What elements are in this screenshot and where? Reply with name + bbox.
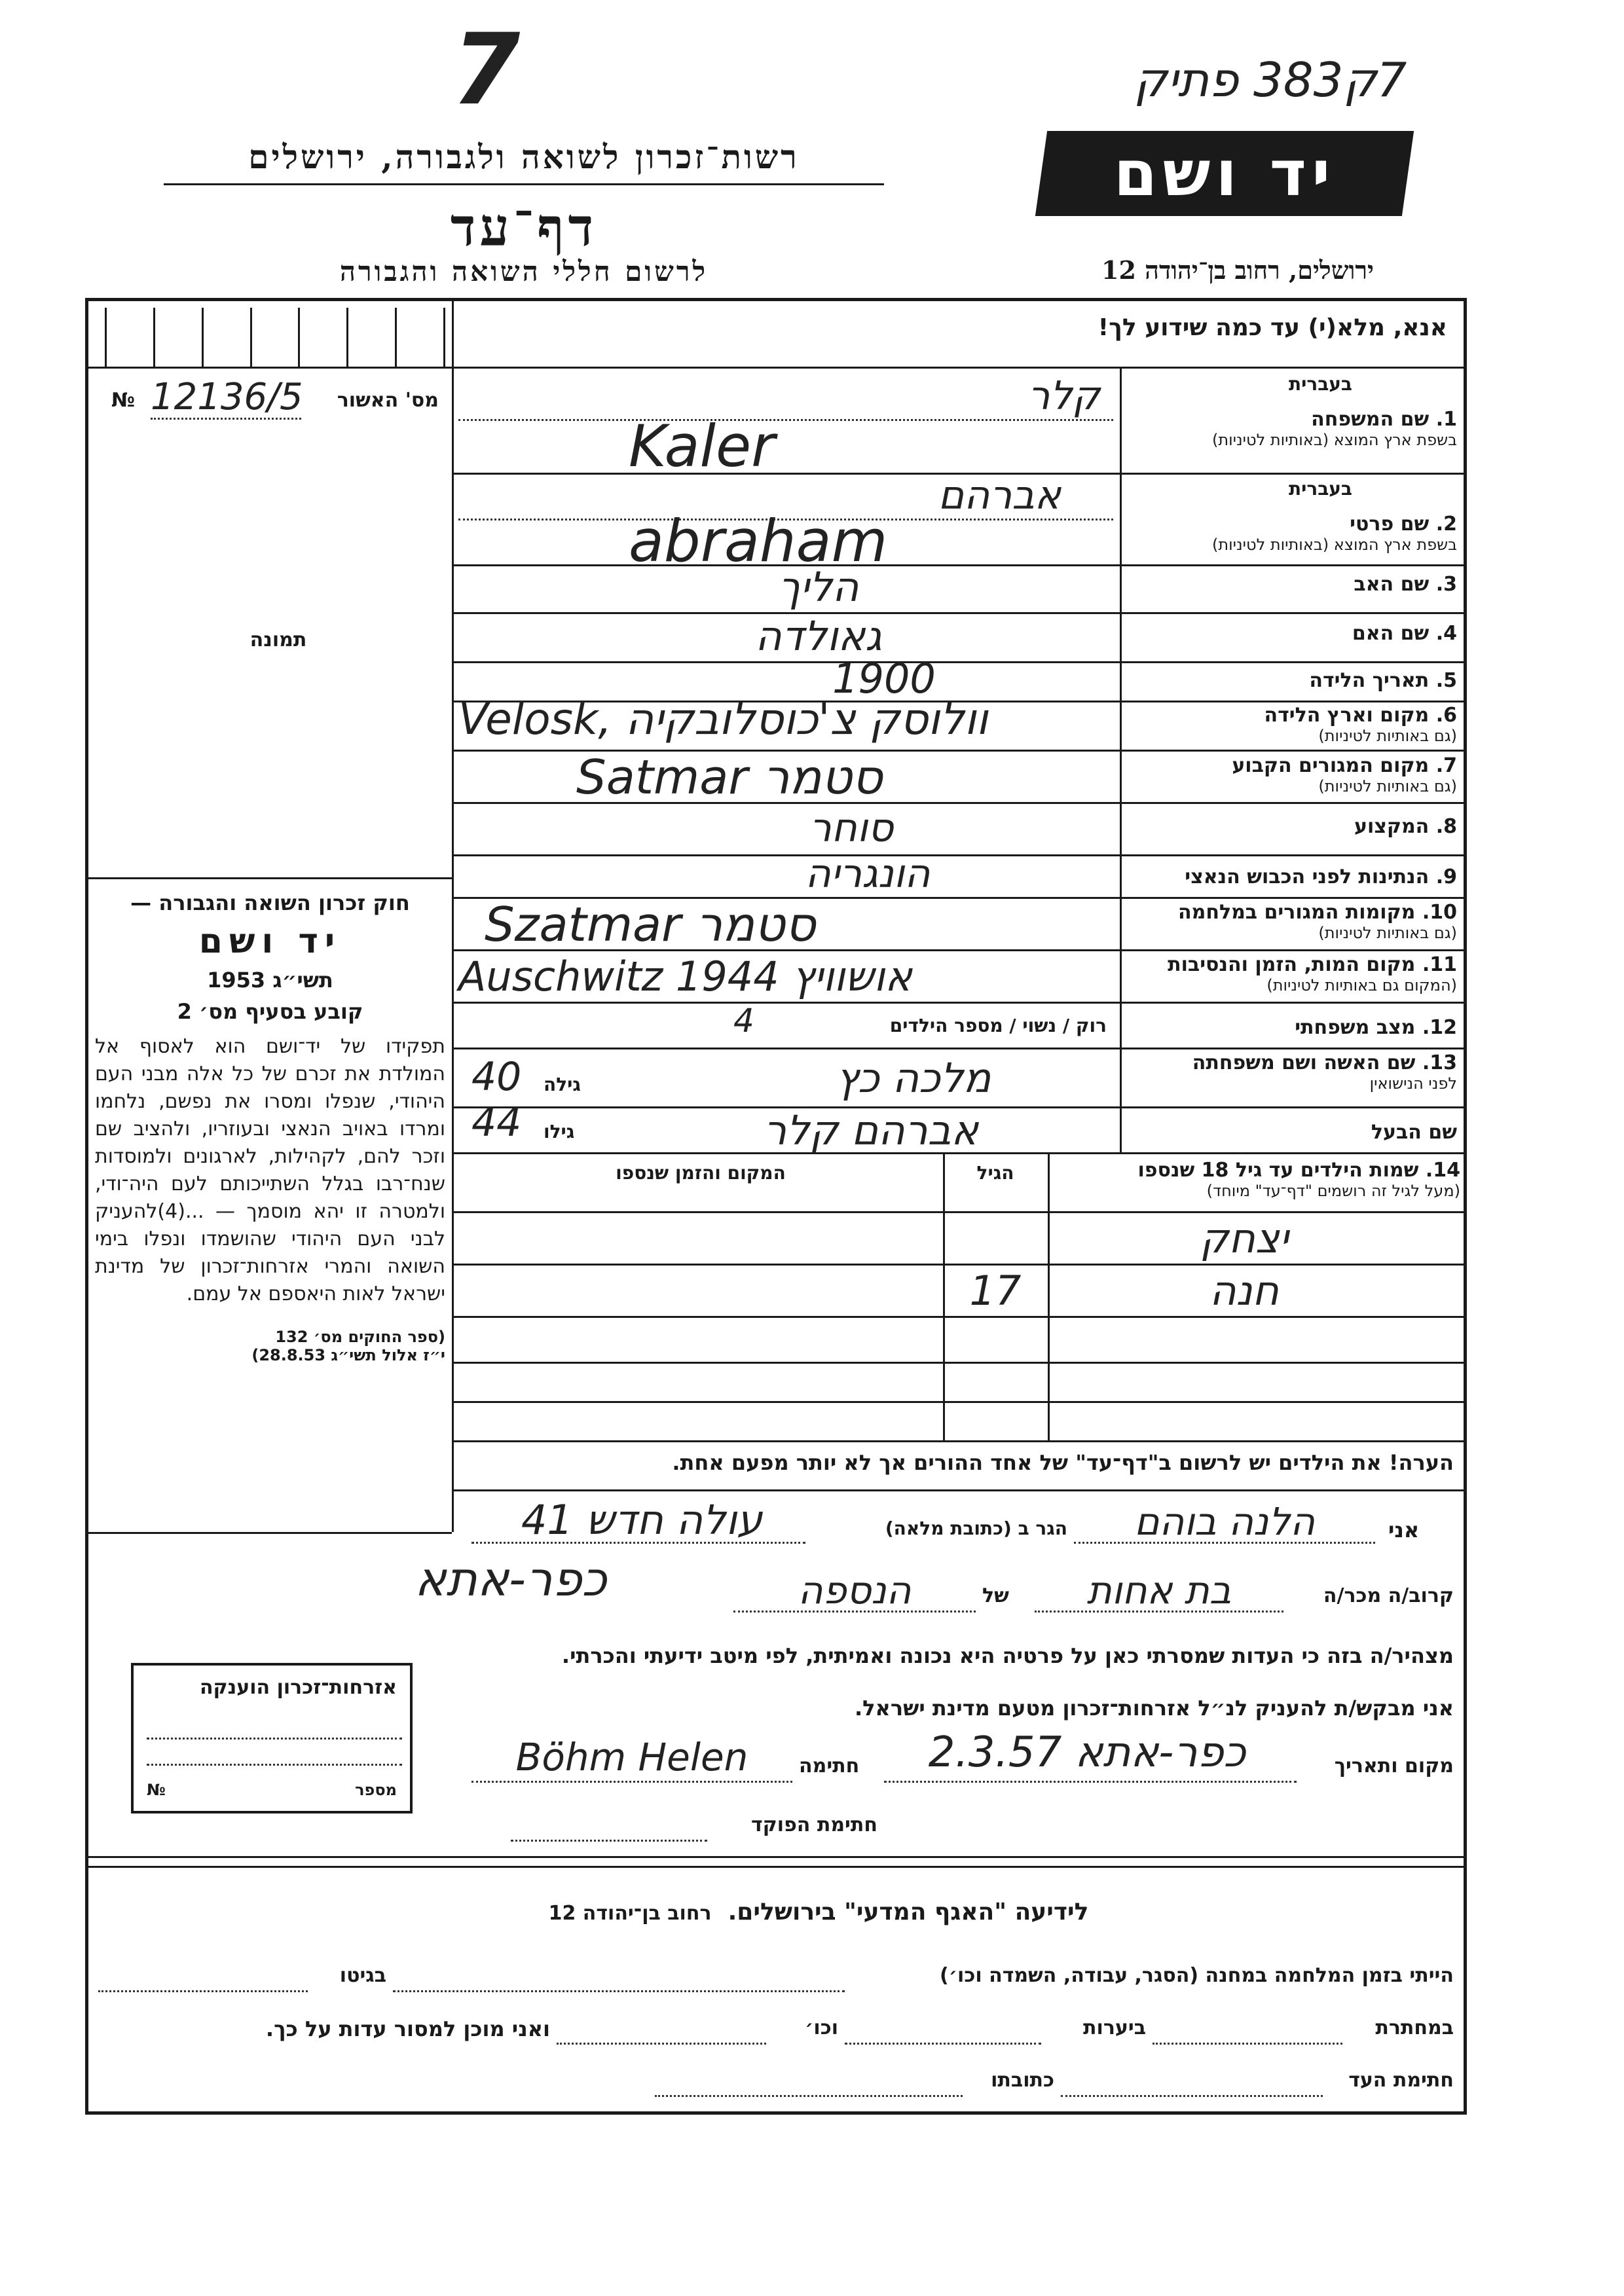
husband-age-value: 44 bbox=[471, 1100, 522, 1146]
law-footnote-2: י״ז אלול תשי״ג 28.8.53) bbox=[251, 1346, 445, 1364]
resides-value: עולה חדש 41 bbox=[521, 1496, 763, 1544]
law-body: תפקידו של יד־ושם הוא לאסוף אל המולדת את זכרם של כל אלה מבני העם היהודי, שנפלו ומסרו את נפשם, נלחמו ומרדו באויב הנאצי ובעוזריו, ולהציב שם וזכר להם, לקהילות, לארגונים ולמוסדות שנח־רבו בגלל השתייכותם לעם היה־ודי, ולמטרה זו יהא מוסמך — ...(4)להעניק לבני העם היהודי שהושמדו ונפלו בימי השואה והמרי אזרחות־זכרון של מדינת ישראל לאות היאספם אל עמם. bbox=[95, 1035, 445, 1305]
field-profession: 8. המקצוע bbox=[1354, 815, 1457, 838]
resides-label: הגר ב (כתובת מלאה) bbox=[885, 1518, 1067, 1539]
law-box-bottom bbox=[88, 1532, 452, 1534]
field-marital-status: 12. מצב משפחתי bbox=[1295, 1016, 1457, 1039]
declaration-statement: מצהיר/ה בזה כי העדות שמסרתי כאן על פרטיה היא נכונה ואמיתית, לפי מיטב ידיעתי והכרתי. bbox=[561, 1643, 1454, 1668]
law-name: יד ושם bbox=[198, 922, 342, 961]
field-death-place: 11. מקום המות, הזמן והנסיבות (המקום גם באותיות לטיניות) bbox=[1168, 953, 1457, 994]
birth-date-value: 1900 bbox=[832, 655, 936, 702]
children-note: הערה! את הילדים יש לרשום ב"דף־עד" של אחד ההורים אך לא יותר מפעם אחת. bbox=[672, 1450, 1454, 1475]
officer-signature-mark bbox=[511, 1807, 707, 1842]
husband-age-label: גילו bbox=[544, 1121, 575, 1142]
field-family-name: בעברית 1. שם המשפחה בשפת ארץ המוצא (באותיות לטיניות) bbox=[1126, 373, 1457, 449]
footer-line2-b: ביערות bbox=[1083, 2016, 1146, 2039]
footer-line2-d: ואני מוכן למסור עדות על כך. bbox=[265, 2016, 550, 2041]
children-col-place: המקום והזמן שנספו bbox=[616, 1162, 786, 1184]
footer-line2-a: במחתרת bbox=[1375, 2016, 1454, 2039]
children-sub: (מעל לגיל זה רושמים "דף־עד" מיוחד) bbox=[1206, 1182, 1460, 1200]
footer-line3-a: חתימת העד bbox=[1348, 2069, 1454, 2092]
field-wartime-residence: 10. מקומות המגורים במלחמה (גם באותיות לטיניות) bbox=[1178, 901, 1457, 942]
field-first-name: בעברית 2. שם פרטי בשפת ארץ המוצא (באותיות לטיניות) bbox=[1212, 478, 1457, 554]
declarant-label: אני bbox=[1388, 1518, 1420, 1542]
children-col-age: הגיל bbox=[976, 1162, 1014, 1184]
mother-name-value: גאולדה bbox=[755, 612, 882, 660]
address-continuation: כפר-אתא bbox=[415, 1552, 607, 1607]
law-box-top bbox=[88, 877, 452, 879]
logo-text: יד ושם bbox=[1113, 137, 1336, 210]
field-husband-name: שם הבעל bbox=[1371, 1121, 1457, 1144]
child-2-name: חנה bbox=[1209, 1267, 1279, 1315]
relative-label: קרוב/ה מכר/ה bbox=[1323, 1584, 1454, 1607]
family-name-hebrew: קלר bbox=[1027, 373, 1100, 419]
children-section-header: 14. שמות הילדים עד גיל 18 שנספו (מעל לגיל זה רושמים "דף־עד" מיוחד) bbox=[1048, 1159, 1460, 1200]
marital-options: רוק / נשוי / מספר הילדים bbox=[889, 1015, 1107, 1036]
birth-place-value: Velosk, וולוסק צ'כוסלובקיה bbox=[458, 694, 988, 744]
law-box bbox=[95, 890, 445, 1364]
approval-label: מס' האשור bbox=[337, 389, 439, 412]
top-right-handwritten-reference: 7ק383 פתיק bbox=[1134, 52, 1407, 107]
field-mother-name: 4. שם האם bbox=[1352, 622, 1457, 645]
field-1-label: שם המשפחה bbox=[1311, 408, 1430, 431]
law-year: תשי״ג 1953 bbox=[207, 968, 333, 993]
officer-label: חתימת הפוקד bbox=[751, 1813, 877, 1836]
law-clause: קובע בסעיף מס׳ 2 bbox=[177, 999, 363, 1024]
code-boxes bbox=[105, 308, 445, 367]
field-birth-place: 6. מקום וארץ הלידה (גם באותיות לטיניות) bbox=[1264, 704, 1457, 745]
law-footnote-1: (ספר החוקים מס׳ 132 bbox=[275, 1328, 445, 1346]
family-name-latin: Kaler bbox=[629, 412, 775, 480]
instruction-text: אנא, מלא(י) עד כמה שידוע לך! bbox=[1098, 314, 1447, 341]
wife-age-label: גילה bbox=[544, 1074, 581, 1095]
wife-name-value: מלכה כץ bbox=[836, 1054, 991, 1102]
residence-value: Satmar סטמר bbox=[576, 750, 883, 805]
field-wife-name: 13. שם האשה ושם משפחתה לפני הנישואין bbox=[1192, 1051, 1457, 1093]
citizenship-title: אזרחות־זכרון הוענקה bbox=[199, 1676, 397, 1699]
wartime-residence-value: Szatmar סטמר bbox=[485, 897, 816, 952]
place-date-label: מקום ותאריך bbox=[1334, 1755, 1454, 1777]
approval-number-row bbox=[111, 376, 445, 419]
authority-name: רשות־זכרון לשואה ולגבורה, ירושלים bbox=[248, 137, 800, 176]
citizenship-no-sign: № bbox=[147, 1781, 166, 1799]
signature-label: חתימה bbox=[799, 1755, 860, 1777]
children-count-value: 4 bbox=[733, 1002, 754, 1040]
footer-line1-a: הייתי בזמן המלחמה במחנה (הסגר, עבודה, השמדה וכו׳) bbox=[940, 1964, 1454, 1987]
field-1-sub: בשפת ארץ המוצא (באותיות לטיניות) bbox=[1212, 431, 1457, 449]
child-1-name: יצחק bbox=[1200, 1214, 1289, 1262]
footer-line1-b: בגיטו bbox=[339, 1964, 386, 1987]
of-value: הנספה bbox=[798, 1568, 912, 1613]
field-1-hebrew-label: בעברית bbox=[1288, 373, 1352, 395]
law-heading: חוק זכרון השואה והגבורה — bbox=[130, 890, 410, 915]
children-label: שמות הילדים עד גיל 18 שנספו bbox=[1137, 1159, 1419, 1182]
field-residence: 7. מקום המגורים הקבוע (גם באותיות לטיניות) bbox=[1232, 754, 1457, 795]
child-2-age: 17 bbox=[969, 1267, 1022, 1315]
yad-vashem-logo bbox=[1035, 131, 1414, 216]
footer-title-row bbox=[458, 1899, 1179, 1925]
footer-line3-b: כתובתו bbox=[991, 2069, 1054, 2092]
field-father-name: 3. שם האב bbox=[1354, 573, 1457, 596]
profession-value: סוחר bbox=[809, 805, 894, 851]
of-label: של bbox=[982, 1584, 1009, 1607]
first-name-latin: abraham bbox=[629, 507, 888, 575]
approval-value: 12136/5 bbox=[151, 376, 303, 418]
field-nationality: 9. הנתינות לפני הכבוש הנאצי bbox=[1185, 866, 1457, 888]
footer-title: לידיעה "האגף המדעי" בירושלים. bbox=[728, 1899, 1089, 1925]
signature-value: Böhm Helen bbox=[515, 1735, 748, 1779]
nationality-value: הונגריה bbox=[805, 851, 931, 897]
footer-address: רחוב בן־יהודה 12 bbox=[548, 1902, 712, 1925]
footer-line2-c: וכו׳ bbox=[805, 2016, 838, 2039]
field-2-label: שם פרטי bbox=[1350, 513, 1430, 536]
address-header: ירושלים, רחוב בן־יהודה 12 bbox=[1101, 255, 1374, 285]
authority-underline bbox=[164, 183, 884, 185]
citizenship-box bbox=[131, 1663, 413, 1813]
left-column-border bbox=[452, 298, 454, 1532]
father-name-value: הליך bbox=[778, 563, 859, 611]
top-handwritten-number: 7 bbox=[452, 13, 521, 127]
label-column-border bbox=[1120, 367, 1122, 1152]
wife-age-value: 40 bbox=[471, 1054, 522, 1100]
declarant-name: הלנה בוהם bbox=[1134, 1499, 1316, 1544]
field-birth-date: 5. תאריך הלידה bbox=[1309, 669, 1457, 692]
form-title: דף־עד bbox=[450, 196, 598, 258]
declaration-request: אני מבקש/ת להעניק לנ״ל אזרחות־זכרון מטעם מדינת ישראל. bbox=[855, 1696, 1454, 1721]
photo-label: תמונה bbox=[249, 629, 307, 651]
top-strip-bottom bbox=[88, 367, 1464, 369]
husband-name-value: אברהם קלר bbox=[764, 1106, 978, 1154]
form-subtitle: לרשום חללי השואה והגבורה bbox=[339, 255, 709, 287]
first-name-hebrew: אברהם bbox=[938, 473, 1061, 519]
relative-value: בת אחות bbox=[1086, 1568, 1232, 1613]
citizenship-number-label: מספר bbox=[355, 1781, 397, 1799]
place-date-value: כפר-אתא 2.3.57 bbox=[928, 1728, 1246, 1777]
death-place-value: Auschwitz 1944 אושוויץ bbox=[458, 953, 912, 1000]
approval-no-sign: № bbox=[111, 389, 136, 412]
